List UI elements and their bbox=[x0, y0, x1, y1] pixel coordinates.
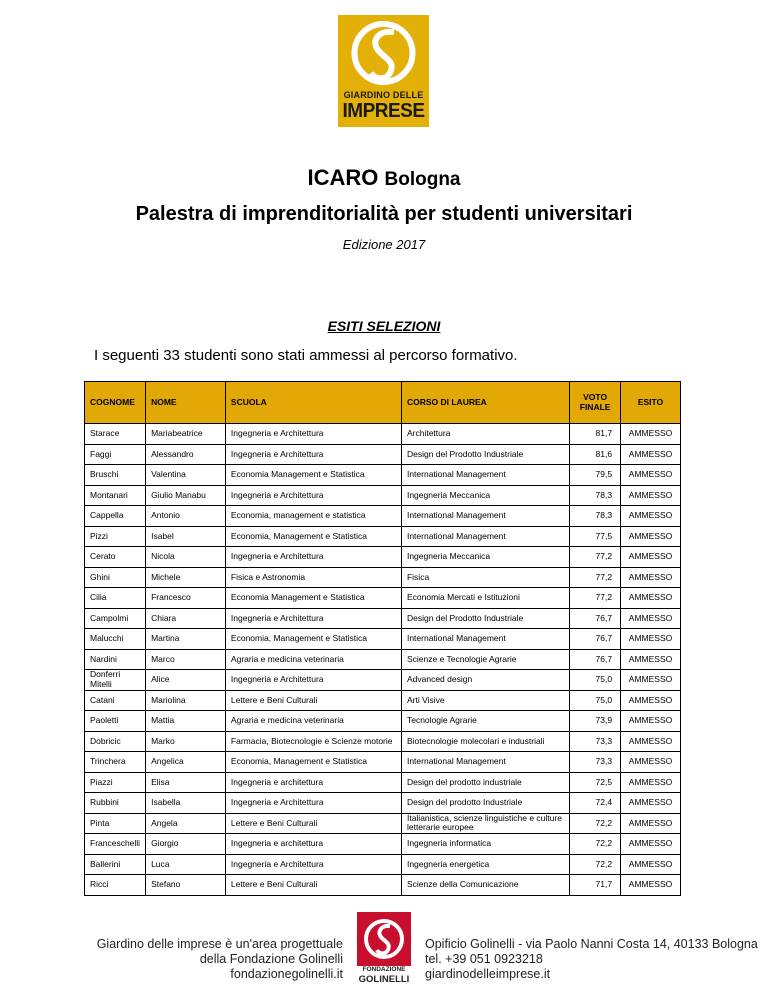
cell-corso: Ingegneria Meccanica bbox=[401, 485, 569, 506]
cell-esito: AMMESSO bbox=[621, 567, 681, 588]
cell-cognome: Dobricic bbox=[85, 731, 146, 752]
cell-cognome: Paoletti bbox=[85, 711, 146, 732]
cell-corso: Design del Prodotto Industriale bbox=[401, 608, 569, 629]
cell-esito: AMMESSO bbox=[621, 608, 681, 629]
table-row bbox=[85, 875, 681, 896]
footer-left-line: della Fondazione Golinelli bbox=[199, 952, 343, 966]
cell-scuola: Ingegneria e architettura bbox=[225, 772, 401, 793]
table-row bbox=[85, 711, 681, 732]
cell-voto: 77,2 bbox=[570, 547, 621, 568]
cell-esito: AMMESSO bbox=[621, 690, 681, 711]
cell-esito: AMMESSO bbox=[621, 485, 681, 506]
section-title: ESITI SELEZIONI bbox=[327, 318, 441, 334]
cell-voto: 75,0 bbox=[570, 690, 621, 711]
cell-esito: AMMESSO bbox=[621, 649, 681, 670]
cell-esito: AMMESSO bbox=[621, 711, 681, 732]
cell-voto: 76,7 bbox=[570, 608, 621, 629]
edition-label: Edizione 2017 bbox=[342, 237, 426, 252]
cell-nome: Nicola bbox=[146, 547, 226, 568]
cell-scuola: Lettere e Beni Culturali bbox=[225, 813, 401, 834]
table-row bbox=[85, 629, 681, 650]
cell-voto: 81,7 bbox=[570, 424, 621, 445]
cell-cognome: Catani bbox=[85, 690, 146, 711]
cell-cognome: Starace bbox=[85, 424, 146, 445]
cell-voto: 76,7 bbox=[570, 649, 621, 670]
page-subtitle: Palestra di imprenditorialità per studenti universitari bbox=[135, 203, 633, 225]
cell-scuola: Economia Management e Statistica bbox=[225, 465, 401, 486]
cell-nome: Elisa bbox=[146, 772, 226, 793]
results-table bbox=[84, 381, 681, 896]
cell-voto: 75,0 bbox=[570, 670, 621, 691]
cell-voto: 72,2 bbox=[570, 834, 621, 855]
cell-voto: 79,5 bbox=[570, 465, 621, 486]
cell-corso: International Management bbox=[401, 752, 569, 773]
cell-nome: Marco bbox=[146, 649, 226, 670]
cell-cognome: Cilia bbox=[85, 588, 146, 609]
table-row bbox=[85, 465, 681, 486]
cell-voto: 78,3 bbox=[570, 506, 621, 527]
table-row bbox=[85, 567, 681, 588]
cell-corso: Design del prodotto industriale bbox=[401, 772, 569, 793]
cell-cognome: Cappella bbox=[85, 506, 146, 527]
title-city: Bologna bbox=[384, 169, 461, 190]
cell-corso: International Management bbox=[401, 629, 569, 650]
table-row bbox=[85, 793, 681, 814]
footer-right-line: Opificio Golinelli - via Paolo Nanni Costa 14, 40133 Bologna bbox=[425, 937, 758, 951]
cell-cognome: Donferri Mitelli bbox=[85, 670, 146, 691]
cell-nome: Francesco bbox=[146, 588, 226, 609]
footer-logo-line2: GOLINELLI bbox=[358, 974, 410, 985]
header-corso: CORSO DI LAUREA bbox=[401, 382, 569, 424]
footer-left-line: fondazionegolinelli.it bbox=[230, 967, 343, 981]
cell-cognome: Pinta bbox=[85, 813, 146, 834]
table-row bbox=[85, 834, 681, 855]
cell-scuola: Economia Management e Statistica bbox=[225, 588, 401, 609]
cell-cognome: Cerato bbox=[85, 547, 146, 568]
cell-corso: Biotecnologie molecolari e industriali bbox=[401, 731, 569, 752]
cell-cognome: Campolmi bbox=[85, 608, 146, 629]
cell-esito: AMMESSO bbox=[621, 526, 681, 547]
cell-scuola: Economia, Management e Statistica bbox=[225, 629, 401, 650]
table-row bbox=[85, 588, 681, 609]
table-row bbox=[85, 424, 681, 445]
cell-corso: International Management bbox=[401, 526, 569, 547]
cell-nome: Mariolina bbox=[146, 690, 226, 711]
cell-voto: 73,3 bbox=[570, 731, 621, 752]
cell-scuola: Agraria e medicina veterinaria bbox=[225, 711, 401, 732]
cell-esito: AMMESSO bbox=[621, 444, 681, 465]
cell-nome: Alessandro bbox=[146, 444, 226, 465]
cell-scuola: Economia, Management e Statistica bbox=[225, 526, 401, 547]
cell-scuola: Farmacia, Biotecnologie e Scienze motorie bbox=[225, 731, 401, 752]
table-row bbox=[85, 752, 681, 773]
cell-voto: 72,5 bbox=[570, 772, 621, 793]
cell-scuola: Economia, management e statistica bbox=[225, 506, 401, 527]
cell-nome: Antonio bbox=[146, 506, 226, 527]
cell-cognome: Nardini bbox=[85, 649, 146, 670]
cell-nome: Isabella bbox=[146, 793, 226, 814]
cell-corso: Fisica bbox=[401, 567, 569, 588]
cell-nome: Giorgio bbox=[146, 834, 226, 855]
cell-esito: AMMESSO bbox=[621, 731, 681, 752]
cell-voto: 73,9 bbox=[570, 711, 621, 732]
cell-corso: Arti Visive bbox=[401, 690, 569, 711]
cell-scuola: Ingegneria e Architettura bbox=[225, 485, 401, 506]
cell-cognome: Ricci bbox=[85, 875, 146, 896]
cell-esito: AMMESSO bbox=[621, 813, 681, 834]
cell-cognome: Trinchera bbox=[85, 752, 146, 773]
cell-cognome: Montanari bbox=[85, 485, 146, 506]
cell-nome: Valentina bbox=[146, 465, 226, 486]
table-row bbox=[85, 813, 681, 834]
table-header-row bbox=[85, 382, 681, 424]
cell-esito: AMMESSO bbox=[621, 752, 681, 773]
cell-scuola: Ingegneria e Architettura bbox=[225, 444, 401, 465]
cell-esito: AMMESSO bbox=[621, 547, 681, 568]
cell-scuola: Ingegneria e Architettura bbox=[225, 424, 401, 445]
footer-right-line: tel. +39 051 0923218 bbox=[425, 952, 543, 966]
cell-cognome: Franceschelli bbox=[85, 834, 146, 855]
cell-nome: Martina bbox=[146, 629, 226, 650]
cell-corso: Ingegneria energetica bbox=[401, 854, 569, 875]
table-row bbox=[85, 608, 681, 629]
header-nome: NOME bbox=[146, 382, 226, 424]
footer-left-line: Giardino delle imprese è un'area progettuale bbox=[96, 937, 343, 951]
cell-voto: 73,3 bbox=[570, 752, 621, 773]
gs-emblem-icon bbox=[338, 15, 429, 91]
cell-esito: AMMESSO bbox=[621, 588, 681, 609]
cell-nome: Isabel bbox=[146, 526, 226, 547]
cell-scuola: Ingegneria e Architettura bbox=[225, 547, 401, 568]
intro-text: I seguenti 33 studenti sono stati ammessi al percorso formativo. bbox=[94, 347, 518, 364]
cell-voto: 72,4 bbox=[570, 793, 621, 814]
cell-cognome: Faggi bbox=[85, 444, 146, 465]
cell-nome: Stefano bbox=[146, 875, 226, 896]
cell-nome: Giulio Manabu bbox=[146, 485, 226, 506]
table-row bbox=[85, 506, 681, 527]
cell-corso: Italianistica, scienze linguistiche e culture letterarie europee bbox=[401, 813, 569, 834]
cell-corso: Scienze della Comunicazione bbox=[401, 875, 569, 896]
cell-voto: 77,5 bbox=[570, 526, 621, 547]
cell-corso: Design del prodotto Industriale bbox=[401, 793, 569, 814]
cell-corso: Advanced design bbox=[401, 670, 569, 691]
cell-corso: International Management bbox=[401, 465, 569, 486]
table-row bbox=[85, 854, 681, 875]
cell-esito: AMMESSO bbox=[621, 854, 681, 875]
footer-logo-line1: FONDAZIONE bbox=[362, 966, 406, 973]
cell-corso: Tecnologie Agrarie bbox=[401, 711, 569, 732]
cell-corso: Design del Prodotto Industriale bbox=[401, 444, 569, 465]
cell-cognome: Malucchi bbox=[85, 629, 146, 650]
cell-nome: Luca bbox=[146, 854, 226, 875]
cell-esito: AMMESSO bbox=[621, 670, 681, 691]
cell-voto: 78,3 bbox=[570, 485, 621, 506]
table-row bbox=[85, 485, 681, 506]
cell-scuola: Fisica e Astronomia bbox=[225, 567, 401, 588]
cell-cognome: Rubbini bbox=[85, 793, 146, 814]
cell-nome: Michele bbox=[146, 567, 226, 588]
table-row bbox=[85, 772, 681, 793]
cell-scuola: Economia, Management e Statistica bbox=[225, 752, 401, 773]
cell-nome: Alice bbox=[146, 670, 226, 691]
cell-corso: Scienze e Tecnologie Agrarie bbox=[401, 649, 569, 670]
cell-nome: Mattia bbox=[146, 711, 226, 732]
cell-corso: International Management bbox=[401, 506, 569, 527]
table-row bbox=[85, 731, 681, 752]
cell-scuola: Lettere e Beni Culturali bbox=[225, 690, 401, 711]
golinelli-emblem-icon bbox=[357, 912, 411, 966]
cell-nome: Marko bbox=[146, 731, 226, 752]
cell-esito: AMMESSO bbox=[621, 424, 681, 445]
cell-cognome: Piazzi bbox=[85, 772, 146, 793]
cell-scuola: Ingegneria e architettura bbox=[225, 834, 401, 855]
cell-nome: Mariabeatrice bbox=[146, 424, 226, 445]
fondazione-golinelli-logo bbox=[357, 912, 411, 992]
table-row bbox=[85, 444, 681, 465]
cell-corso: Ingegneria informatica bbox=[401, 834, 569, 855]
cell-esito: AMMESSO bbox=[621, 629, 681, 650]
cell-scuola: Lettere e Beni Culturali bbox=[225, 875, 401, 896]
cell-esito: AMMESSO bbox=[621, 834, 681, 855]
cell-nome: Angela bbox=[146, 813, 226, 834]
footer-left bbox=[97, 937, 343, 982]
cell-cognome: Ballerini bbox=[85, 854, 146, 875]
logo-line1: GIARDINO DELLE bbox=[343, 90, 424, 100]
title-main: ICARO bbox=[307, 165, 379, 190]
cell-voto: 76,7 bbox=[570, 629, 621, 650]
giardino-delle-imprese-logo bbox=[338, 15, 429, 127]
cell-corso: Economia Mercati e Istituzioni bbox=[401, 588, 569, 609]
cell-esito: AMMESSO bbox=[621, 465, 681, 486]
cell-corso: Architettura bbox=[401, 424, 569, 445]
cell-scuola: Ingegneria e Architettura bbox=[225, 793, 401, 814]
table-row bbox=[85, 670, 681, 691]
table-row bbox=[85, 547, 681, 568]
cell-scuola: Ingegneria e Architettura bbox=[225, 608, 401, 629]
cell-esito: AMMESSO bbox=[621, 793, 681, 814]
cell-scuola: Agraria e medicina veterinaria bbox=[225, 649, 401, 670]
cell-voto: 77,2 bbox=[570, 567, 621, 588]
cell-corso: Ingegneria Meccanica bbox=[401, 547, 569, 568]
cell-nome: Angelica bbox=[146, 752, 226, 773]
footer-right bbox=[425, 937, 758, 982]
cell-esito: AMMESSO bbox=[621, 506, 681, 527]
footer-right-line: giardinodelleimprese.it bbox=[425, 967, 551, 981]
cell-voto: 77,2 bbox=[570, 588, 621, 609]
cell-nome: Chiara bbox=[146, 608, 226, 629]
header-voto: VOTO FINALE bbox=[570, 382, 621, 424]
cell-voto: 81,6 bbox=[570, 444, 621, 465]
cell-cognome: Pizzi bbox=[85, 526, 146, 547]
cell-scuola: Ingegneria e Architettura bbox=[225, 670, 401, 691]
header-cognome: COGNOME bbox=[85, 382, 146, 424]
cell-esito: AMMESSO bbox=[621, 772, 681, 793]
header-esito: ESITO bbox=[621, 382, 681, 424]
page-title bbox=[0, 165, 768, 191]
logo-line2: IMPRESE bbox=[342, 100, 425, 123]
cell-voto: 72,2 bbox=[570, 813, 621, 834]
cell-voto: 71,7 bbox=[570, 875, 621, 896]
cell-voto: 72,2 bbox=[570, 854, 621, 875]
table-row bbox=[85, 690, 681, 711]
header-scuola: SCUOLA bbox=[225, 382, 401, 424]
cell-cognome: Ghini bbox=[85, 567, 146, 588]
table-row bbox=[85, 526, 681, 547]
cell-esito: AMMESSO bbox=[621, 875, 681, 896]
cell-scuola: Ingegneria e Architettura bbox=[225, 854, 401, 875]
cell-cognome: Bruschi bbox=[85, 465, 146, 486]
table-row bbox=[85, 649, 681, 670]
